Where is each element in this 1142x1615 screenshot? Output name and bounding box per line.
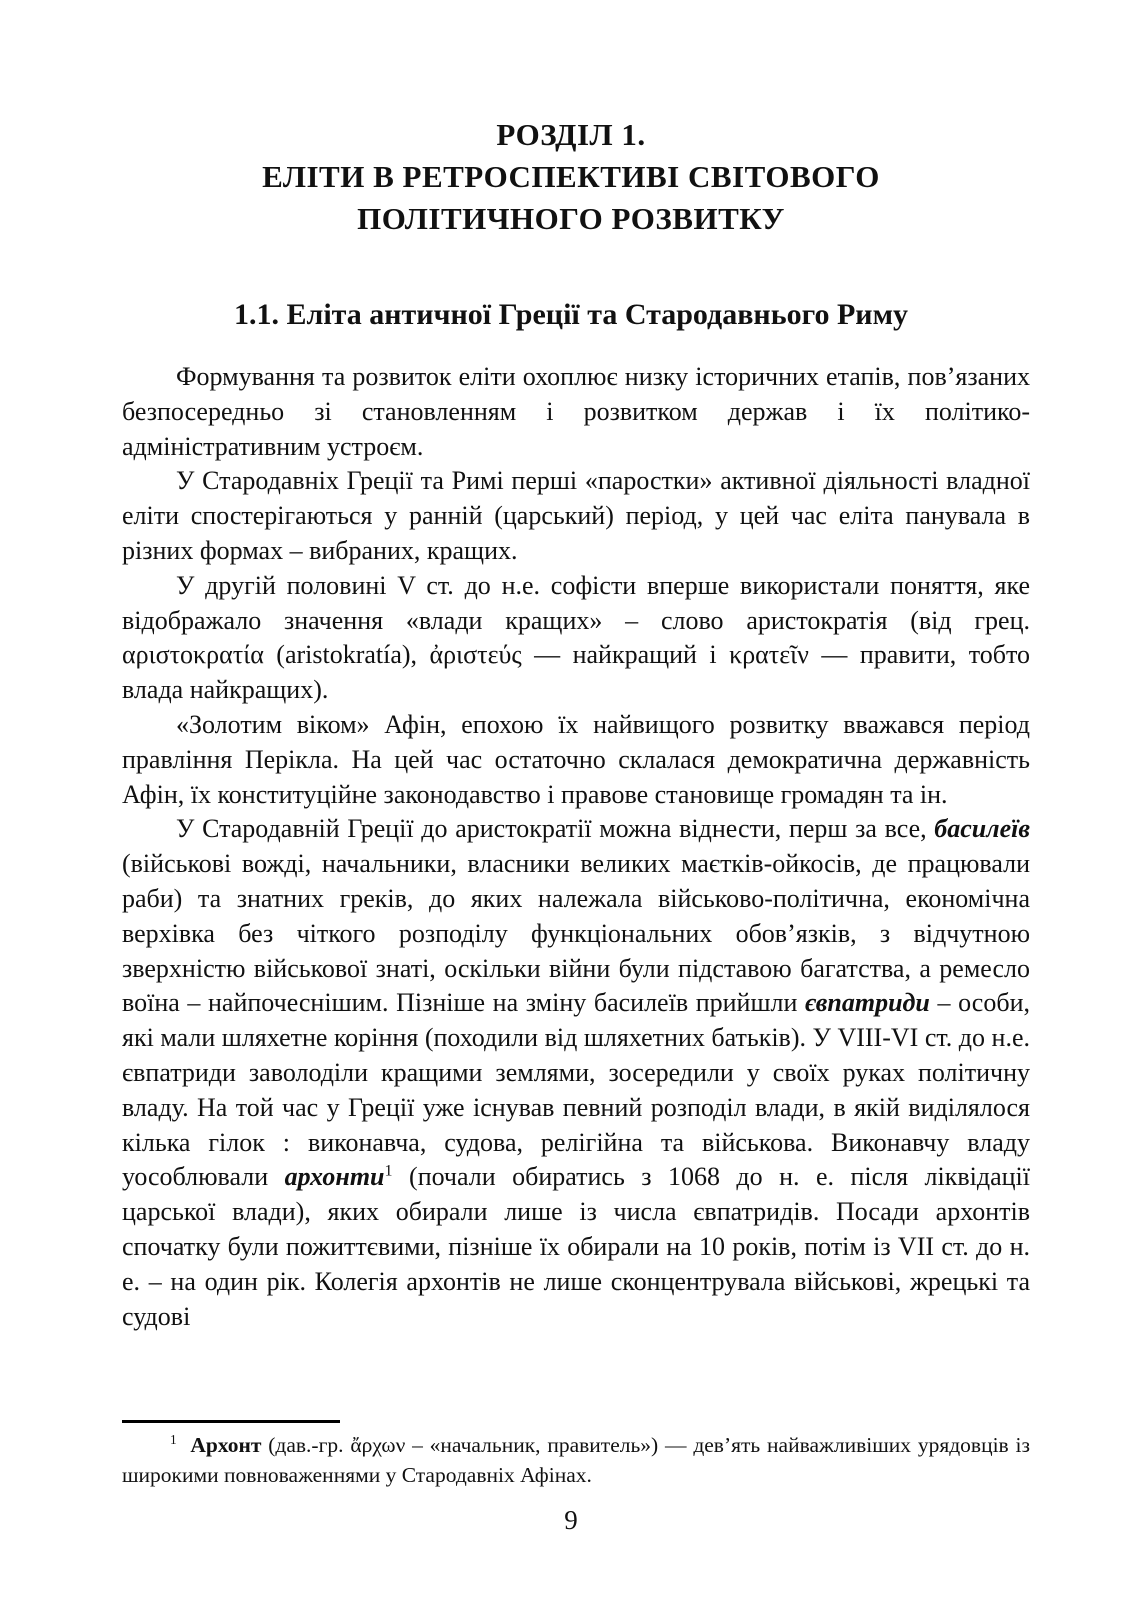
paragraph-segment-term: євпатриди xyxy=(804,988,930,1018)
paragraph xyxy=(122,360,1030,464)
footnote-divider xyxy=(122,1420,340,1423)
paragraph xyxy=(122,708,1030,812)
footnote-paragraph xyxy=(122,1431,1030,1490)
paragraph-segment: (військові вожді, начальники, власники великих маєтків-ойкосів, де працювали раби) та знатних греків, до яких належала військово-політична, економічна верхівка без чіткого розподілу функціональних обов’язків, з відчутною зверхністю військової знаті, оскільки війни були підставою багатства, а ремесло воїна – найпочеснішим. Пізніше на зміну басилеїв прийшли xyxy=(122,849,1030,1018)
paragraph xyxy=(122,812,1030,1334)
paragraph-segment: У Стародавній Греції до аристократії можна віднести, перш за все, xyxy=(176,814,935,844)
chapter-title xyxy=(0,114,1142,240)
section-heading: 1.1. Еліта античної Греції та Стародавнього Риму xyxy=(233,298,909,331)
paragraph-segment: У другій половині V ст. до н.е. софісти вперше використали поняття, яке відображало значення «влади кращих» – слово аристократія (від грец. αριστοκρατία (aristokratía), ἀριστεύς — найкращий і κρατεῖν — правити, тобто влада найкращих). xyxy=(122,570,1030,705)
chapter-title-line: РОЗДІЛ 1. xyxy=(496,117,646,152)
footnote-spacer xyxy=(177,1433,191,1457)
paragraph-segment: (почали обиратись з 1068 до н. е. після ліквідації царської влади), яких обирали лише із числа євпатридів. Посади архонтів спочатку були пожиттєвими, пізніше їх обирали на 10 років, потім із VII ст. до н. е. – на один рік. Колегія архонтів не лише сконцентрувала військові, жрецькі та судові xyxy=(122,1162,1030,1331)
paragraph-segment-term: басилеїв xyxy=(934,814,1030,844)
footnote-term: Архонт xyxy=(190,1433,262,1457)
paragraph-segment: У Стародавніх Греції та Римі перші «паростки» активної діяльності владної еліти спостерігаються у ранній (царський) період, у цей час еліта панувала в різних формах – вибраних, кращих. xyxy=(122,466,1030,565)
footnote-reference: 1 xyxy=(384,1162,393,1180)
footnote-text: (дав.-гр. ἄρχων – «начальник, правитель») — дев’ять найважливіших урядовців із широкими повноваженнями у Стародавніх Афінах. xyxy=(122,1433,1030,1487)
paragraph-segment-term: архонти xyxy=(284,1162,385,1192)
chapter-title-line: ПОЛІТИЧНОГО РОЗВИТКУ xyxy=(357,201,785,236)
page-number: 9 xyxy=(564,1505,578,1535)
body-text xyxy=(122,360,1030,1334)
paragraph xyxy=(122,464,1030,568)
paragraph-segment: Формування та розвиток еліти охоплює низку історичних етапів, пов’язаних безпосередньо зі становленням і розвитком держав і їх політико-адміністративним устроєм. xyxy=(122,362,1030,461)
chapter-title-line: ЕЛІТИ В РЕТРОСПЕКТИВІ СВІТОВОГО xyxy=(262,159,880,194)
footnote xyxy=(122,1431,1030,1490)
paragraph-segment: – особи, які мали шляхетне коріння (походили від шляхетних батьків). У VIII-VI ст. до н.е. євпатриди заволоділи кращими землями, зосередили у своїх руках політичну владу. На той час у Греції уже існував певний розподіл влади, в якій виділялося кілька гілок : виконавча, судова, релігійна та військова. Виконавчу владу уособлювали xyxy=(122,988,1030,1192)
paragraph-segment: «Золотим віком» Афін, епохою їх найвищого розвитку вважався період правління Перікла. На цей час остаточно склалася демократична державність Афін, їх конституційне законодавство і правове становище громадян та ін. xyxy=(122,709,1030,809)
paragraph xyxy=(122,569,1030,708)
footnote-marker: 1 xyxy=(170,1431,177,1447)
